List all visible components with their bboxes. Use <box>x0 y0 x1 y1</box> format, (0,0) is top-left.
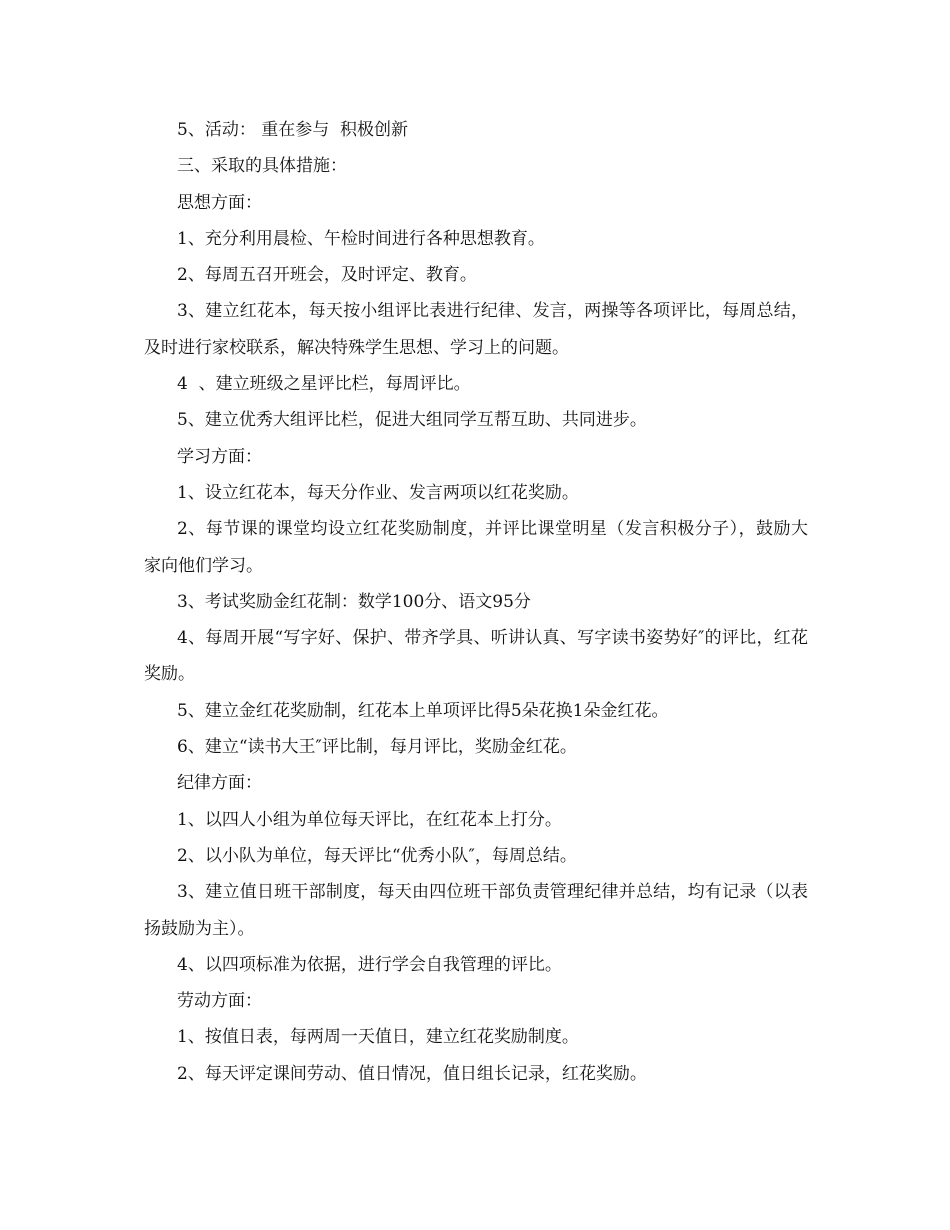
paragraph-study-6: 6、建立“读书大王″评比制，每月评比，奖励金红花。 <box>177 737 577 758</box>
paragraph-study-5: 5、建立金红花奖励制，红花本上单项评比得5朵花换1朵金红花。 <box>177 700 669 721</box>
subheading-labor: 劳动方面： <box>177 991 262 1012</box>
paragraph-activity: 5、活动： 重在参与 积极创新 <box>177 120 409 140</box>
paragraph-discipline-1: 1、以四人小组为单位每天评比，在红花本上打分。 <box>177 809 562 830</box>
paragraph-study-4: 4、每周开展“写字好、保护、带齐学具、听讲认真、写字读书姿势好″的评比，红花奖励。 <box>144 628 808 685</box>
paragraph-ideology-2: 2、每周五召开班会，及时评定、教育。 <box>177 265 477 286</box>
subheading-study: 学习方面： <box>177 446 262 467</box>
paragraph-ideology-1: 1、充分利用晨检、午检时间进行各种思想教育。 <box>177 228 545 249</box>
paragraph-ideology-3: 3、建立红花本，每天按小组评比表进行纪律、发言，两操等各项评比，每周总结，及时进行家校联系，解决特殊学生思想、学习上的问题。 <box>144 301 808 358</box>
paragraph-discipline-4: 4、以四项标准为依据，进行学会自我管理的评比。 <box>177 954 562 975</box>
paragraph-study-1: 1、设立红花本，每天分作业、发言两项以红花奖励。 <box>177 482 579 503</box>
paragraph-study-3: 3、考试奖励金红花制：数学100分、语文95分 <box>177 591 531 612</box>
paragraph-labor-2: 2、每天评定课间劳动、值日情况，值日组长记录，红花奖励。 <box>177 1063 647 1084</box>
subheading-discipline: 纪律方面： <box>177 773 262 794</box>
document-page <box>144 112 808 1092</box>
paragraph-labor-1: 1、按值日表，每两周一天值日，建立红花奖励制度。 <box>177 1027 579 1048</box>
subheading-ideology: 思想方面： <box>177 192 262 213</box>
section-heading-measures: 三、采取的具体措施： <box>177 156 347 177</box>
paragraph-discipline-2: 2、以小队为单位，每天评比“优秀小队″，每周总结。 <box>177 845 577 866</box>
paragraph-ideology-4: 4 、建立班级之星评比栏，每周评比。 <box>177 374 471 395</box>
paragraph-study-2: 2、每节课的课堂均设立红花奖励制度，并评比课堂明星（发言积极分子），鼓励大家向他们学习。 <box>144 519 808 576</box>
paragraph-discipline-3: 3、建立值日班干部制度，每天由四位班干部负责管理纪律并总结，均有记录（以表扬鼓励为主）。 <box>144 882 808 939</box>
paragraph-ideology-5: 5、建立优秀大组评比栏，促进大组同学互帮互助、共同进步。 <box>177 410 647 431</box>
